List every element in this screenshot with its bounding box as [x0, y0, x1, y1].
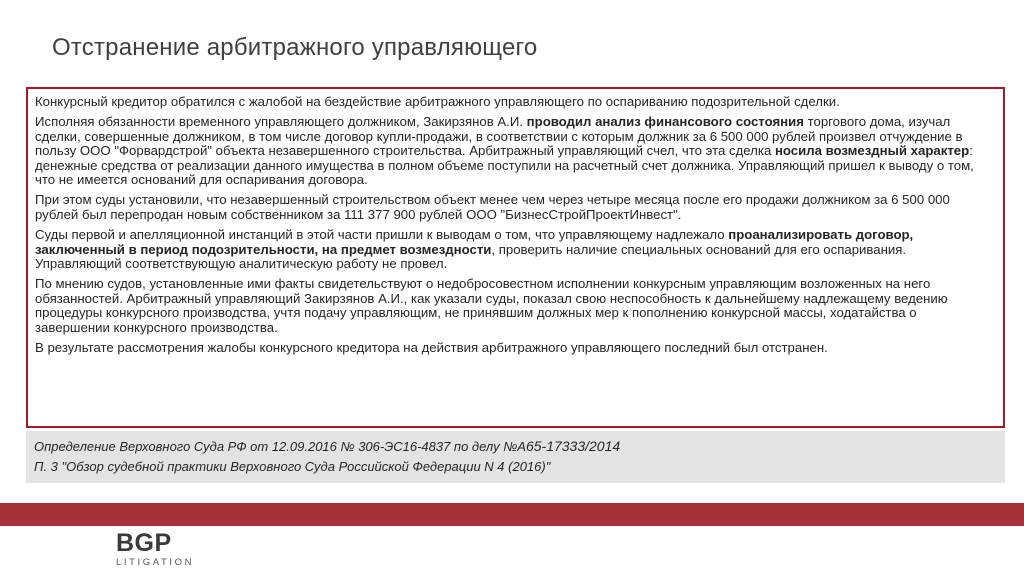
logo-sub-text: LITIGATION	[116, 557, 195, 568]
case-description-box	[26, 87, 1005, 428]
paragraph-analysis-text-3: : денежные средства от реализации данного имущества в полном объеме поступили на расчетный счет должника. Управляющий пришел к выводу о том, что не имеется оснований для оспаривания договора.	[35, 143, 974, 188]
footer-red-band	[0, 503, 1024, 526]
paragraph-result: В результате рассмотрения жалобы конкурсного кредитора на действия арбитражного управляющего последний был отстранен.	[35, 340, 828, 356]
citation-ruling	[34, 436, 997, 457]
paragraph-analysis-text-1: Исполняя обязанности временного управляющего должником, Закирзянов А.И.	[35, 114, 527, 130]
paragraph-bad-faith: По мнению судов, установленные ими факты свидетельствуют о недобросовестном исполнении конкурсным управляющим возложенных на него обязанностей. Арбитражный управляющий Закирзянов А.И., как указали суды, показал свою неспособность к дальнейшему надлежащему ведению процедуры конкурсного производства, учтя подачу управляющим, не принявшим должных мер к пополнению конкурсной массы, ходатайства о завершении конкурсного производства.	[35, 276, 948, 335]
bgp-litigation-logo	[116, 530, 226, 570]
paragraph-courts-conclusion	[35, 228, 995, 271]
paragraph-resale: При этом суды установили, что незавершенный строительством объект менее чем через четыре месяца после его продажи должником за 6 500 000 рублей был перепродан новым собственником за 111 377 900 рублей ООО "БизнесСтройПроектИнвест".	[35, 192, 950, 222]
paragraph-analysis-text-2: торгового дома, изучал сделки, совершенные должником, в том числе договор купли-продажи, в соответствии с которым должник за 6 500 000 рублей произвел отчуждение в пользу ООО "Форвардстрой" объекта незавершенного строительства. Арбитражный управляющий счел, что эта сделка	[35, 114, 963, 159]
citation-case-number: 65-17333/2014	[525, 438, 621, 454]
citation-review: П. 3 "Обзор судебной практики Верховного Суда Российской Федерации N 4 (2016)"	[34, 459, 551, 474]
paragraph-analysis-bold-2: носила возмездный характер	[774, 143, 970, 159]
citation-ruling-text: Определение Верховного Суда РФ от 12.09.2016 № 306-ЭС16-4837 по делу №А	[34, 439, 526, 454]
paragraph-analysis	[35, 115, 995, 187]
paragraph-courts-bold: проанализировать договор, заключенный в период подозрительности, на предмет возмездности	[35, 227, 914, 257]
paragraph-analysis-bold-1: проводил анализ финансового состояния	[526, 114, 804, 130]
slide-title: Отстранение арбитражного управляющего	[52, 34, 538, 61]
paragraph-complaint: Конкурсный кредитор обратился с жалобой на бездействие арбитражного управляющего по оспариванию подозрительной сделки.	[35, 94, 840, 109]
paragraph-courts-text-1: Суды первой и апелляционной инстанций в этой части пришли к выводам о том, что управляющему надлежало	[35, 227, 729, 243]
logo-main-text: BGP	[116, 529, 172, 557]
citation-box	[26, 431, 1005, 483]
paragraph-courts-text-2: , проверить наличие специальных оснований для его оспаривания. Управляющий соответствующую аналитическую работу не провел.	[35, 241, 907, 272]
